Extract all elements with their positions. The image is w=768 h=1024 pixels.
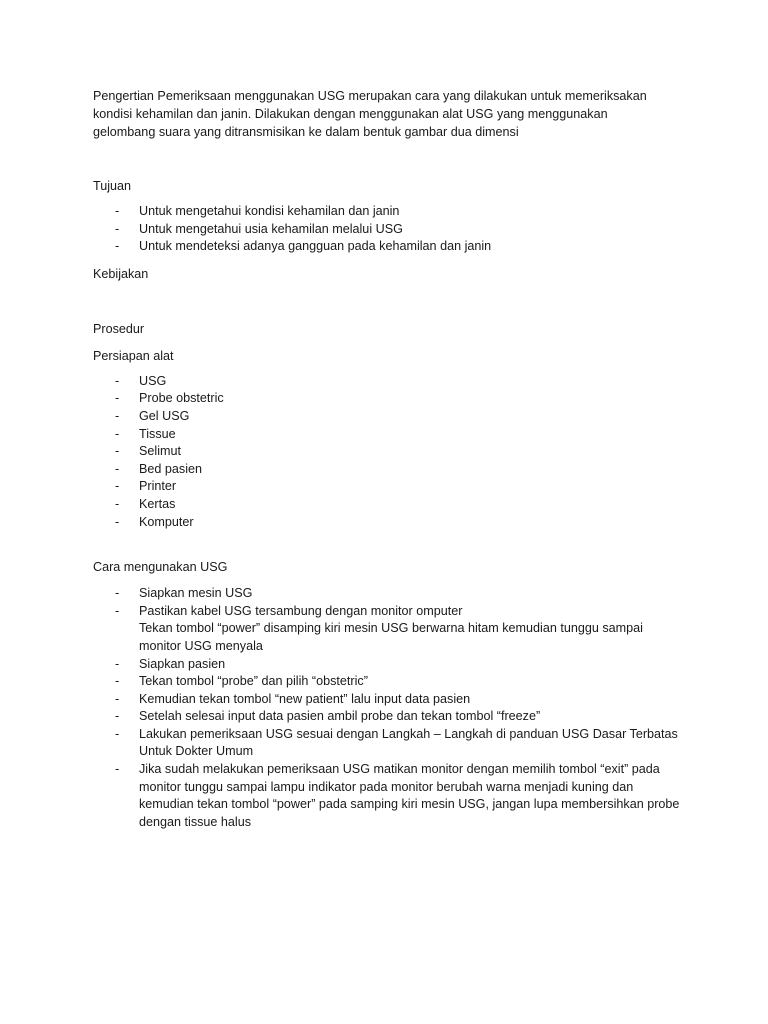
bullet-dash: - [115, 373, 120, 388]
bullet-dash: - [115, 461, 120, 476]
bullet-dash: - [115, 762, 120, 777]
list-item-continuation: Tekan tombol “power” disamping kiri mesin USG berwarna hitam kemudian tunggu sampai monitor USG menyala [139, 621, 643, 653]
list-item [93, 691, 683, 709]
list-item [93, 443, 683, 461]
bullet-dash: - [115, 514, 120, 529]
list-item-text: Gel USG [139, 408, 190, 423]
list-item [93, 221, 683, 239]
list-item [93, 585, 683, 603]
bullet-dash: - [115, 603, 120, 618]
bullet-dash: - [115, 444, 120, 459]
prosedur-heading: Prosedur [93, 321, 145, 336]
list-item-text: Komputer [139, 514, 194, 529]
list-item-text: Untuk mengetahui kondisi kehamilan dan janin [139, 204, 400, 218]
list-item-text: Jika sudah melakukan pemeriksaan USG matikan monitor dengan memilih tombol “exit” pada monitor tunggu sampai lampu indikator pada monitor berubah warna menjadi kuning dan kemudian tekan tombol “power” pada samping kiri mesin USG, jangan lupa membersihkan probe dengan tissue halus [139, 762, 680, 829]
kebijakan-heading: Kebijakan [93, 266, 149, 281]
list-item [93, 478, 683, 496]
list-item-text: USG [139, 373, 167, 388]
bullet-dash: - [115, 479, 120, 494]
list-item [93, 726, 683, 761]
bullet-dash: - [115, 674, 120, 689]
list-item-text: Lakukan pemeriksaan USG sesuai dengan Langkah – Langkah di panduan USG Dasar Terbatas Untuk Dokter Umum [139, 726, 678, 759]
list-item-text: Untuk mendeteksi adanya gangguan pada kehamilan dan janin [139, 239, 492, 254]
list-item-text: Selimut [139, 444, 181, 459]
document-page [93, 87, 683, 831]
bullet-dash: - [115, 726, 120, 741]
list-item [93, 708, 683, 726]
bullet-dash: - [115, 204, 120, 218]
list-item [93, 761, 683, 831]
list-item-text: Probe obstetric [139, 391, 224, 406]
cara-heading: Cara mengunakan USG [93, 560, 228, 575]
list-item [93, 656, 683, 674]
list-item [93, 496, 683, 514]
tujuan-list [93, 203, 683, 256]
list-item-text: Kertas [139, 496, 176, 511]
list-item [93, 514, 683, 532]
list-item-text: Pastikan kabel USG tersambung dengan monitor omputer [139, 603, 463, 618]
list-item [93, 408, 683, 426]
bullet-dash: - [115, 656, 120, 671]
bullet-dash: - [115, 426, 120, 441]
list-item [93, 603, 683, 656]
bullet-dash: - [115, 709, 120, 724]
list-item-text: Tissue [139, 426, 176, 441]
cara-list [93, 585, 683, 831]
list-item [93, 426, 683, 444]
list-item-text: Kemudian tekan tombol “new patient” lalu input data pasien [139, 691, 471, 706]
persiapan-list [93, 373, 683, 531]
list-item [93, 373, 683, 391]
list-item-text: Siapkan pasien [139, 656, 226, 671]
list-item-text: Setelah selesai input data pasien ambil probe dan tekan tombol “freeze” [139, 709, 541, 724]
persiapan-heading: Persiapan alat [93, 348, 174, 363]
intro-paragraph: Pengertian Pemeriksaan menggunakan USG merupakan cara yang dilakukan untuk memeriksakan kondisi kehamilan dan janin. Dilakukan dengan menggunakan alat USG yang menggunakan gelombang suara yang ditransmisikan ke dalam bentuk gambar dua dimensi [93, 89, 647, 139]
list-item [93, 461, 683, 479]
bullet-dash: - [115, 496, 120, 511]
bullet-dash: - [115, 221, 120, 236]
bullet-dash: - [115, 586, 120, 601]
list-item [93, 238, 683, 256]
list-item-text: Printer [139, 479, 177, 494]
bullet-dash: - [115, 691, 120, 706]
tujuan-heading: Tujuan [93, 179, 132, 193]
list-item-text: Siapkan mesin USG [139, 586, 253, 601]
bullet-dash: - [115, 239, 120, 254]
list-item-text: Untuk mengetahui usia kehamilan melalui USG [139, 221, 403, 236]
list-item [93, 673, 683, 691]
list-item-text: Bed pasien [139, 461, 203, 476]
list-item [93, 390, 683, 408]
list-item [93, 203, 683, 221]
list-item-text: Tekan tombol “probe” dan pilih “obstetric” [139, 674, 368, 689]
bullet-dash: - [115, 408, 120, 423]
bullet-dash: - [115, 391, 120, 406]
